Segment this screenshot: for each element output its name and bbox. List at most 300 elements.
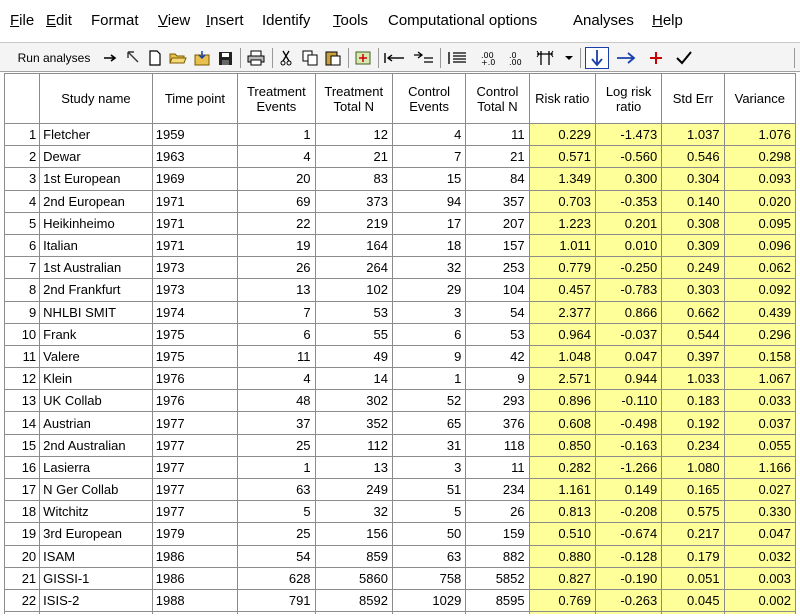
menu-tools[interactable]: Tools xyxy=(333,12,369,29)
cell-risk-ratio[interactable]: 0.827 xyxy=(529,567,595,589)
cell-control-events[interactable]: 17 xyxy=(392,212,465,234)
cell-control-events[interactable]: 31 xyxy=(392,434,465,456)
cell-log-risk-ratio[interactable]: -0.250 xyxy=(595,257,661,279)
pointer-icon[interactable] xyxy=(123,47,143,69)
cell-variance[interactable]: 1.076 xyxy=(724,124,795,146)
cell-time-point[interactable]: 1976 xyxy=(152,390,237,412)
cell-treatment-total-n[interactable]: 156 xyxy=(315,523,392,545)
row-number[interactable]: 8 xyxy=(5,279,40,301)
cell-std-err[interactable]: 0.249 xyxy=(662,257,724,279)
cell-log-risk-ratio[interactable]: -0.128 xyxy=(595,545,661,567)
empty-cell-log-risk-ratio[interactable] xyxy=(595,612,661,614)
cell-treatment-total-n[interactable]: 8592 xyxy=(315,589,392,611)
cell-risk-ratio[interactable]: 2.571 xyxy=(529,368,595,390)
cell-treatment-events[interactable]: 22 xyxy=(238,212,315,234)
row-number[interactable]: 12 xyxy=(5,368,40,390)
cell-risk-ratio[interactable]: 0.510 xyxy=(529,523,595,545)
column-header-control-total-n[interactable]: Control Total N xyxy=(466,74,529,124)
cell-risk-ratio[interactable]: 0.779 xyxy=(529,257,595,279)
import-icon[interactable] xyxy=(191,47,213,69)
menu-format[interactable]: Format xyxy=(91,12,139,29)
cell-std-err[interactable]: 0.544 xyxy=(662,323,724,345)
cell-control-events[interactable]: 3 xyxy=(392,456,465,478)
cell-treatment-total-n[interactable]: 859 xyxy=(315,545,392,567)
cell-std-err[interactable]: 0.140 xyxy=(662,190,724,212)
cell-treatment-total-n[interactable]: 12 xyxy=(315,124,392,146)
cell-treatment-events[interactable]: 25 xyxy=(238,434,315,456)
cell-treatment-events[interactable]: 25 xyxy=(238,523,315,545)
row-number[interactable]: 16 xyxy=(5,456,40,478)
cell-control-events[interactable]: 52 xyxy=(392,390,465,412)
cell-control-events[interactable]: 9 xyxy=(392,345,465,367)
cell-time-point[interactable]: 1973 xyxy=(152,257,237,279)
cell-control-events[interactable]: 7 xyxy=(392,146,465,168)
cell-control-total-n[interactable]: 42 xyxy=(466,345,529,367)
cell-risk-ratio[interactable]: 0.880 xyxy=(529,545,595,567)
cell-risk-ratio[interactable]: 1.161 xyxy=(529,479,595,501)
cell-variance[interactable]: 0.047 xyxy=(724,523,795,545)
cell-log-risk-ratio[interactable]: -0.353 xyxy=(595,190,661,212)
cell-control-total-n[interactable]: 234 xyxy=(466,479,529,501)
cell-treatment-total-n[interactable]: 102 xyxy=(315,279,392,301)
cell-treatment-total-n[interactable]: 83 xyxy=(315,168,392,190)
cell-control-events[interactable]: 63 xyxy=(392,545,465,567)
menu-computational-options[interactable]: Computational options xyxy=(388,12,538,29)
cell-variance[interactable]: 0.037 xyxy=(724,412,795,434)
cell-treatment-total-n[interactable]: 32 xyxy=(315,501,392,523)
cell-study-name[interactable]: Witchitz xyxy=(40,501,153,523)
arrow-right-icon[interactable] xyxy=(614,47,638,69)
cell-treatment-events[interactable]: 63 xyxy=(238,479,315,501)
cell-variance[interactable]: 0.095 xyxy=(724,212,795,234)
empty-cell-std-err[interactable] xyxy=(662,612,724,614)
cell-risk-ratio[interactable]: 0.608 xyxy=(529,412,595,434)
cell-log-risk-ratio[interactable]: 0.047 xyxy=(595,345,661,367)
row-number[interactable]: 15 xyxy=(5,434,40,456)
row-number[interactable]: 5 xyxy=(5,212,40,234)
cell-study-name[interactable]: ISAM xyxy=(40,545,153,567)
arrow-down-icon[interactable] xyxy=(585,47,609,69)
paste-icon[interactable] xyxy=(322,47,344,69)
cell-time-point[interactable]: 1977 xyxy=(152,434,237,456)
cell-log-risk-ratio[interactable]: -0.498 xyxy=(595,412,661,434)
cell-variance[interactable]: 0.055 xyxy=(724,434,795,456)
cell-log-risk-ratio[interactable]: -0.110 xyxy=(595,390,661,412)
decimal-decrease-icon[interactable] xyxy=(504,47,530,69)
cell-treatment-total-n[interactable]: 13 xyxy=(315,456,392,478)
empty-cell-control-total-n[interactable] xyxy=(466,612,529,614)
arrow-right-icon[interactable] xyxy=(101,47,119,69)
cell-std-err[interactable]: 0.575 xyxy=(662,501,724,523)
cell-control-total-n[interactable]: 53 xyxy=(466,323,529,345)
cell-std-err[interactable]: 1.033 xyxy=(662,368,724,390)
cell-control-events[interactable]: 18 xyxy=(392,234,465,256)
column-header-treatment-total-n[interactable]: Treatment Total N xyxy=(315,74,392,124)
cell-treatment-events[interactable]: 19 xyxy=(238,234,315,256)
cell-variance[interactable]: 0.020 xyxy=(724,190,795,212)
cell-log-risk-ratio[interactable]: -0.674 xyxy=(595,523,661,545)
cell-control-total-n[interactable]: 5852 xyxy=(466,567,529,589)
cell-log-risk-ratio[interactable]: -0.163 xyxy=(595,434,661,456)
cell-treatment-total-n[interactable]: 112 xyxy=(315,434,392,456)
cell-study-name[interactable]: 2nd Frankfurt xyxy=(40,279,153,301)
cell-study-name[interactable]: 2nd Australian xyxy=(40,434,153,456)
cell-treatment-total-n[interactable]: 14 xyxy=(315,368,392,390)
cell-std-err[interactable]: 0.304 xyxy=(662,168,724,190)
cell-time-point[interactable]: 1979 xyxy=(152,523,237,545)
cell-control-events[interactable]: 50 xyxy=(392,523,465,545)
cell-control-total-n[interactable]: 104 xyxy=(466,279,529,301)
column-header-study-name[interactable]: Study name xyxy=(40,74,153,124)
menu-analyses[interactable]: Analyses xyxy=(573,12,634,29)
cell-time-point[interactable]: 1986 xyxy=(152,567,237,589)
cell-treatment-total-n[interactable]: 53 xyxy=(315,301,392,323)
cell-control-total-n[interactable]: 26 xyxy=(466,501,529,523)
cell-risk-ratio[interactable]: 0.964 xyxy=(529,323,595,345)
column-header-risk-ratio[interactable]: Risk ratio xyxy=(529,74,595,124)
cell-risk-ratio[interactable]: 0.229 xyxy=(529,124,595,146)
cell-control-events[interactable]: 6 xyxy=(392,323,465,345)
cell-time-point[interactable]: 1977 xyxy=(152,501,237,523)
cell-treatment-events[interactable]: 4 xyxy=(238,146,315,168)
menu-insert[interactable]: Insert xyxy=(206,12,244,29)
cell-log-risk-ratio[interactable]: -0.783 xyxy=(595,279,661,301)
row-number[interactable]: 14 xyxy=(5,412,40,434)
cell-treatment-events[interactable]: 13 xyxy=(238,279,315,301)
cell-study-name[interactable]: 3rd European xyxy=(40,523,153,545)
copy-icon[interactable] xyxy=(300,47,320,69)
empty-row-number[interactable] xyxy=(5,612,40,614)
cell-log-risk-ratio[interactable]: 0.944 xyxy=(595,368,661,390)
cell-log-risk-ratio[interactable]: -0.037 xyxy=(595,323,661,345)
cell-treatment-events[interactable]: 54 xyxy=(238,545,315,567)
cell-treatment-events[interactable]: 791 xyxy=(238,589,315,611)
cell-variance[interactable]: 0.002 xyxy=(724,589,795,611)
menu-file[interactable]: File xyxy=(10,12,35,29)
cell-treatment-events[interactable]: 7 xyxy=(238,301,315,323)
cell-study-name[interactable]: ISIS-2 xyxy=(40,589,153,611)
cell-study-name[interactable]: N Ger Collab xyxy=(40,479,153,501)
cell-treatment-total-n[interactable]: 49 xyxy=(315,345,392,367)
cell-std-err[interactable]: 0.192 xyxy=(662,412,724,434)
dropdown-icon[interactable] xyxy=(562,47,576,69)
empty-cell-variance[interactable] xyxy=(724,612,795,614)
cell-treatment-events[interactable]: 11 xyxy=(238,345,315,367)
column-header-variance[interactable]: Variance xyxy=(724,74,795,124)
cell-variance[interactable]: 0.158 xyxy=(724,345,795,367)
cell-time-point[interactable]: 1971 xyxy=(152,190,237,212)
cell-variance[interactable]: 0.298 xyxy=(724,146,795,168)
cell-time-point[interactable]: 1977 xyxy=(152,456,237,478)
toolbar-separator xyxy=(580,48,581,68)
cell-study-name[interactable]: Heikinheimo xyxy=(40,212,153,234)
print-icon[interactable] xyxy=(245,47,267,69)
cell-control-total-n[interactable]: 54 xyxy=(466,301,529,323)
cell-study-name[interactable]: Valere xyxy=(40,345,153,367)
cell-variance[interactable]: 0.093 xyxy=(724,168,795,190)
cell-risk-ratio[interactable]: 0.813 xyxy=(529,501,595,523)
cell-log-risk-ratio[interactable]: -0.208 xyxy=(595,501,661,523)
column-header-treatment-events[interactable]: Treatment Events xyxy=(238,74,315,124)
cell-treatment-total-n[interactable]: 264 xyxy=(315,257,392,279)
cell-control-total-n[interactable]: 159 xyxy=(466,523,529,545)
cell-control-events[interactable]: 65 xyxy=(392,412,465,434)
cell-control-total-n[interactable]: 11 xyxy=(466,456,529,478)
row-number[interactable]: 10 xyxy=(5,323,40,345)
cell-control-total-n[interactable]: 118 xyxy=(466,434,529,456)
cell-treatment-events[interactable]: 628 xyxy=(238,567,315,589)
row-number[interactable]: 22 xyxy=(5,589,40,611)
open-folder-icon[interactable] xyxy=(167,47,189,69)
cell-study-name[interactable]: 2nd European xyxy=(40,190,153,212)
increase-indent-icon[interactable] xyxy=(410,47,436,69)
cell-study-name[interactable]: UK Collab xyxy=(40,390,153,412)
cell-risk-ratio[interactable]: 0.571 xyxy=(529,146,595,168)
cell-control-total-n[interactable]: 357 xyxy=(466,190,529,212)
cell-time-point[interactable]: 1959 xyxy=(152,124,237,146)
cell-variance[interactable]: 0.033 xyxy=(724,390,795,412)
row-number[interactable]: 13 xyxy=(5,390,40,412)
cell-control-events[interactable]: 758 xyxy=(392,567,465,589)
cell-treatment-total-n[interactable]: 249 xyxy=(315,479,392,501)
row-number[interactable]: 19 xyxy=(5,523,40,545)
cell-treatment-total-n[interactable]: 373 xyxy=(315,190,392,212)
cell-risk-ratio[interactable]: 1.223 xyxy=(529,212,595,234)
empty-cell-time-point[interactable] xyxy=(152,612,237,614)
run-analyses-button[interactable] xyxy=(8,47,100,69)
cell-std-err[interactable]: 0.183 xyxy=(662,390,724,412)
cell-time-point[interactable]: 1975 xyxy=(152,323,237,345)
cell-log-risk-ratio[interactable]: 0.300 xyxy=(595,168,661,190)
cell-treatment-total-n[interactable]: 302 xyxy=(315,390,392,412)
row-number[interactable]: 20 xyxy=(5,545,40,567)
cell-study-name[interactable]: Fletcher xyxy=(40,124,153,146)
cell-control-total-n[interactable]: 21 xyxy=(466,146,529,168)
cell-control-events[interactable]: 5 xyxy=(392,501,465,523)
row-number[interactable]: 18 xyxy=(5,501,40,523)
cell-treatment-total-n[interactable]: 55 xyxy=(315,323,392,345)
cell-std-err[interactable]: 0.397 xyxy=(662,345,724,367)
cell-treatment-events[interactable]: 48 xyxy=(238,390,315,412)
cell-std-err[interactable]: 0.546 xyxy=(662,146,724,168)
cell-log-risk-ratio[interactable]: 0.866 xyxy=(595,301,661,323)
cell-control-events[interactable]: 51 xyxy=(392,479,465,501)
menu-view[interactable]: View xyxy=(158,12,191,29)
cell-variance[interactable]: 0.439 xyxy=(724,301,795,323)
cell-time-point[interactable]: 1976 xyxy=(152,368,237,390)
cell-std-err[interactable]: 1.037 xyxy=(662,124,724,146)
cell-control-total-n[interactable]: 8595 xyxy=(466,589,529,611)
cell-time-point[interactable]: 1975 xyxy=(152,345,237,367)
save-icon[interactable] xyxy=(215,47,235,69)
cell-treatment-total-n[interactable]: 352 xyxy=(315,412,392,434)
cell-time-point[interactable]: 1971 xyxy=(152,234,237,256)
cell-risk-ratio[interactable]: 0.457 xyxy=(529,279,595,301)
plus-icon[interactable] xyxy=(644,47,668,69)
column-header-time-point[interactable]: Time point xyxy=(152,74,237,124)
cell-risk-ratio[interactable]: 1.011 xyxy=(529,234,595,256)
row-number[interactable]: 9 xyxy=(5,301,40,323)
cell-log-risk-ratio[interactable]: -1.473 xyxy=(595,124,661,146)
new-file-icon[interactable] xyxy=(145,47,165,69)
cell-std-err[interactable]: 0.165 xyxy=(662,479,724,501)
empty-cell-treatment-events[interactable] xyxy=(238,612,315,614)
cell-control-events[interactable]: 94 xyxy=(392,190,465,212)
cell-control-total-n[interactable]: 293 xyxy=(466,390,529,412)
cell-std-err[interactable]: 0.217 xyxy=(662,523,724,545)
cell-control-total-n[interactable]: 84 xyxy=(466,168,529,190)
cell-control-total-n[interactable]: 157 xyxy=(466,234,529,256)
cell-variance[interactable]: 0.027 xyxy=(724,479,795,501)
cell-std-err[interactable]: 0.234 xyxy=(662,434,724,456)
cut-icon[interactable] xyxy=(276,47,296,69)
cell-variance[interactable]: 0.096 xyxy=(724,234,795,256)
decrease-indent-icon[interactable] xyxy=(382,47,408,69)
cell-treatment-events[interactable]: 1 xyxy=(238,456,315,478)
cell-risk-ratio[interactable]: 0.896 xyxy=(529,390,595,412)
cell-std-err[interactable]: 0.179 xyxy=(662,545,724,567)
cell-std-err[interactable]: 0.051 xyxy=(662,567,724,589)
cell-risk-ratio[interactable]: 1.349 xyxy=(529,168,595,190)
row-number[interactable]: 3 xyxy=(5,168,40,190)
empty-cell-study-name[interactable] xyxy=(40,612,153,614)
cell-treatment-events[interactable]: 20 xyxy=(238,168,315,190)
cell-std-err[interactable]: 0.303 xyxy=(662,279,724,301)
cell-treatment-events[interactable]: 37 xyxy=(238,412,315,434)
cell-std-err[interactable]: 0.309 xyxy=(662,234,724,256)
cell-variance[interactable]: 0.003 xyxy=(724,567,795,589)
cell-control-events[interactable]: 3 xyxy=(392,301,465,323)
column-header-log-risk-ratio[interactable]: Log risk ratio xyxy=(595,74,661,124)
cell-log-risk-ratio[interactable]: -0.190 xyxy=(595,567,661,589)
cell-time-point[interactable]: 1971 xyxy=(152,212,237,234)
cell-treatment-events[interactable]: 4 xyxy=(238,368,315,390)
cell-risk-ratio[interactable]: 0.282 xyxy=(529,456,595,478)
columns-icon[interactable] xyxy=(532,47,558,69)
row-number[interactable]: 17 xyxy=(5,479,40,501)
cell-variance[interactable]: 0.062 xyxy=(724,257,795,279)
cell-control-total-n[interactable]: 376 xyxy=(466,412,529,434)
empty-cell-control-events[interactable] xyxy=(392,612,465,614)
row-number[interactable]: 11 xyxy=(5,345,40,367)
cell-risk-ratio[interactable]: 0.769 xyxy=(529,589,595,611)
cell-study-name[interactable]: Austrian xyxy=(40,412,153,434)
cell-variance[interactable]: 1.166 xyxy=(724,456,795,478)
cell-time-point[interactable]: 1969 xyxy=(152,168,237,190)
cell-control-events[interactable]: 29 xyxy=(392,279,465,301)
cell-log-risk-ratio[interactable]: 0.201 xyxy=(595,212,661,234)
cell-control-total-n[interactable]: 11 xyxy=(466,124,529,146)
cell-control-total-n[interactable]: 9 xyxy=(466,368,529,390)
menu-identify[interactable]: Identify xyxy=(262,12,311,29)
cell-risk-ratio[interactable]: 2.377 xyxy=(529,301,595,323)
cell-control-events[interactable]: 1029 xyxy=(392,589,465,611)
check-icon[interactable] xyxy=(672,47,696,69)
cell-study-name[interactable]: GISSI-1 xyxy=(40,567,153,589)
cell-control-events[interactable]: 15 xyxy=(392,168,465,190)
cell-log-risk-ratio[interactable]: -0.263 xyxy=(595,589,661,611)
cell-time-point[interactable]: 1977 xyxy=(152,412,237,434)
empty-cell-risk-ratio[interactable] xyxy=(529,612,595,614)
cell-log-risk-ratio[interactable]: -1.266 xyxy=(595,456,661,478)
decimal-increase-icon[interactable] xyxy=(476,47,502,69)
row-number[interactable]: 7 xyxy=(5,257,40,279)
menu-help[interactable]: Help xyxy=(652,12,683,29)
empty-cell-treatment-total-n[interactable] xyxy=(315,612,392,614)
cell-log-risk-ratio[interactable]: 0.149 xyxy=(595,479,661,501)
cell-risk-ratio[interactable]: 0.850 xyxy=(529,434,595,456)
cell-treatment-total-n[interactable]: 5860 xyxy=(315,567,392,589)
cell-treatment-events[interactable]: 26 xyxy=(238,257,315,279)
cell-time-point[interactable]: 1977 xyxy=(152,479,237,501)
cell-time-point[interactable]: 1963 xyxy=(152,146,237,168)
cell-time-point[interactable]: 1988 xyxy=(152,589,237,611)
cell-study-name[interactable]: Lasierra xyxy=(40,456,153,478)
table-row xyxy=(5,479,796,501)
cell-log-risk-ratio[interactable]: -0.560 xyxy=(595,146,661,168)
cell-study-name[interactable]: Frank xyxy=(40,323,153,345)
cell-study-name[interactable]: Dewar xyxy=(40,146,153,168)
cell-control-events[interactable]: 4 xyxy=(392,124,465,146)
cell-variance[interactable]: 0.330 xyxy=(724,501,795,523)
cell-study-name[interactable]: Italian xyxy=(40,234,153,256)
row-number[interactable]: 2 xyxy=(5,146,40,168)
align-list-icon[interactable] xyxy=(444,47,470,69)
row-number[interactable]: 21 xyxy=(5,567,40,589)
cell-log-risk-ratio[interactable]: 0.010 xyxy=(595,234,661,256)
cell-variance[interactable]: 0.032 xyxy=(724,545,795,567)
row-number[interactable]: 6 xyxy=(5,234,40,256)
cell-control-events[interactable]: 32 xyxy=(392,257,465,279)
column-header-std-err[interactable]: Std Err xyxy=(662,74,724,124)
cell-treatment-total-n[interactable]: 219 xyxy=(315,212,392,234)
cell-study-name[interactable]: Klein xyxy=(40,368,153,390)
row-number[interactable]: 4 xyxy=(5,190,40,212)
cell-risk-ratio[interactable]: 0.703 xyxy=(529,190,595,212)
cell-std-err[interactable]: 0.308 xyxy=(662,212,724,234)
cell-treatment-events[interactable]: 69 xyxy=(238,190,315,212)
cell-std-err[interactable]: 0.662 xyxy=(662,301,724,323)
cell-treatment-events[interactable]: 1 xyxy=(238,124,315,146)
cell-treatment-total-n[interactable]: 21 xyxy=(315,146,392,168)
cell-std-err[interactable]: 0.045 xyxy=(662,589,724,611)
cell-treatment-events[interactable]: 5 xyxy=(238,501,315,523)
toolbar-separator xyxy=(240,48,241,68)
cell-study-name[interactable]: NHLBI SMIT xyxy=(40,301,153,323)
cell-study-name[interactable]: 1st Australian xyxy=(40,257,153,279)
cell-variance[interactable]: 0.092 xyxy=(724,279,795,301)
cell-treatment-total-n[interactable]: 164 xyxy=(315,234,392,256)
cell-time-point[interactable]: 1974 xyxy=(152,301,237,323)
cell-time-point[interactable]: 1986 xyxy=(152,545,237,567)
insert-icon[interactable] xyxy=(352,47,374,69)
cell-control-total-n[interactable]: 253 xyxy=(466,257,529,279)
column-header-control-events[interactable]: Control Events xyxy=(392,74,465,124)
cell-control-events[interactable]: 1 xyxy=(392,368,465,390)
corner-cell[interactable] xyxy=(5,74,40,124)
cell-control-total-n[interactable]: 882 xyxy=(466,545,529,567)
cell-std-err[interactable]: 1.080 xyxy=(662,456,724,478)
cell-risk-ratio[interactable]: 1.048 xyxy=(529,345,595,367)
cell-time-point[interactable]: 1973 xyxy=(152,279,237,301)
cell-treatment-events[interactable]: 6 xyxy=(238,323,315,345)
cell-variance[interactable]: 1.067 xyxy=(724,368,795,390)
row-number[interactable]: 1 xyxy=(5,124,40,146)
cell-study-name[interactable]: 1st European xyxy=(40,168,153,190)
cell-variance[interactable]: 0.296 xyxy=(724,323,795,345)
cell-control-total-n[interactable]: 207 xyxy=(466,212,529,234)
menu-edit[interactable]: Edit xyxy=(46,12,72,29)
